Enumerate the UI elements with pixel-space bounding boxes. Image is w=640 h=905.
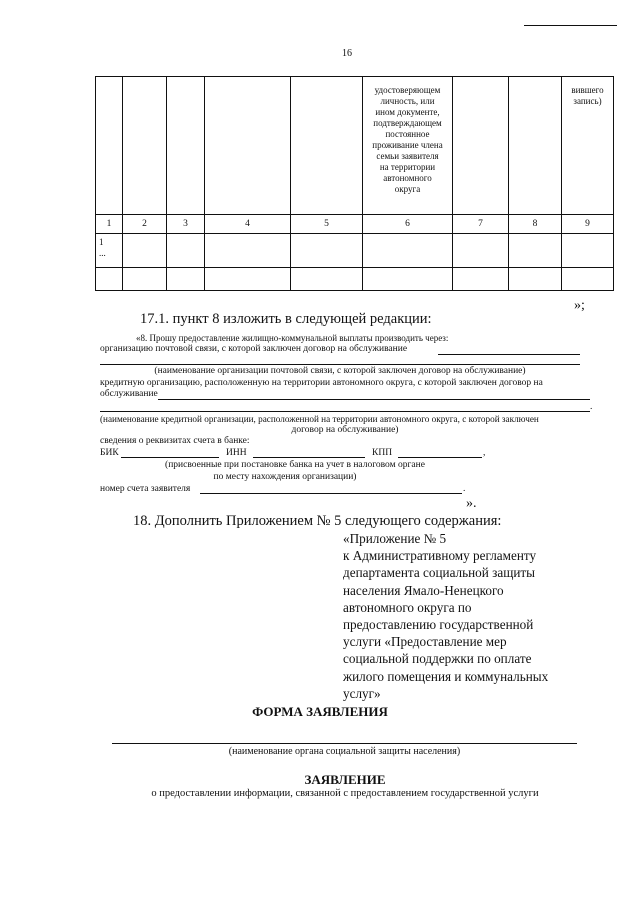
page-number: 16 <box>342 48 352 59</box>
appendix-line: населения Ямало-Ненецкого <box>343 582 504 598</box>
closing-quote-1: »; <box>574 298 585 313</box>
table-cell <box>562 268 614 291</box>
inn-label: ИНН <box>226 448 247 458</box>
statement-title: ЗАЯВЛЕНИЕ <box>304 772 386 787</box>
table-cell <box>363 234 453 268</box>
header-line: личность, или <box>380 96 435 106</box>
post-organization-label: организацию почтовой связи, с которой заключен договор на обслуживание <box>100 344 408 354</box>
form-title: ФОРМА ЗАЯВЛЕНИЯ <box>252 704 388 719</box>
table-cell <box>123 234 167 268</box>
inn-line <box>253 457 365 458</box>
table-cell-row-number <box>96 234 123 268</box>
appendix-line: услуги «Предоставление мер <box>343 634 507 650</box>
table-header-row <box>96 77 614 215</box>
table-cell <box>291 268 363 291</box>
header-line: подтверждающем <box>373 118 442 128</box>
account-line <box>200 493 462 494</box>
top-rule <box>524 25 617 26</box>
table-cell <box>205 234 291 268</box>
section-18-heading: 18. Дополнить Приложением № 5 следующего содержания: <box>133 513 502 529</box>
table-cell <box>509 234 562 268</box>
bank-info-label: сведения о реквизитах счета в банке: <box>100 436 250 446</box>
header-line: запись) <box>573 96 602 106</box>
column-number: 3 <box>167 215 205 234</box>
column-number: 4 <box>205 215 291 234</box>
table-cell <box>363 268 453 291</box>
table-cell <box>509 268 562 291</box>
appendix-block <box>343 530 548 702</box>
header-line: проживание члена <box>372 140 443 150</box>
assigned-caption-2: по месту нахождения организации) <box>213 472 357 482</box>
table-cell <box>291 77 363 215</box>
account-label: номер счета заявителя <box>100 484 191 494</box>
table-cell <box>123 77 167 215</box>
appendix-line: услуг» <box>343 685 381 701</box>
table-cell <box>453 234 509 268</box>
appendix-line: жилого помещения и коммунальных <box>343 668 549 684</box>
appendix-line: к Административному регламенту <box>343 548 537 564</box>
closing-quote-2: ». <box>466 496 477 511</box>
service-label: обслуживание <box>100 389 158 399</box>
kpp-label: КПП <box>372 448 393 458</box>
table-cell <box>96 77 123 215</box>
credit-organization-line-2 <box>100 411 590 412</box>
header-line: вившего <box>571 85 604 95</box>
column-number: 2 <box>123 215 167 234</box>
appendix-line: «Приложение № 5 <box>343 531 447 546</box>
header-line: автономного <box>383 173 432 183</box>
table-cell <box>205 77 291 215</box>
table-cell-col6-header <box>363 77 453 215</box>
table-cell <box>453 268 509 291</box>
header-line: семьи заявителя <box>376 151 439 161</box>
bik-line <box>121 457 219 458</box>
account-dot: . <box>463 484 466 494</box>
column-number: 9 <box>562 215 614 234</box>
table-cell <box>453 77 509 215</box>
header-line: удостоверяющем <box>374 85 441 95</box>
table-cell <box>167 234 205 268</box>
bik-label: БИК <box>100 448 119 458</box>
header-line: постоянное <box>385 129 430 139</box>
paragraph-8: «8. Прошу предоставление жилищно-коммунальной выплаты производить через: <box>136 333 449 343</box>
table-cell <box>509 77 562 215</box>
column-number: 7 <box>453 215 509 234</box>
row-number: 1 <box>99 237 104 247</box>
appendix-line: автономного округа по <box>343 599 472 615</box>
members-table <box>95 76 614 291</box>
table-row <box>96 234 614 268</box>
appendix-line: социальной поддержки по оплате <box>343 651 532 667</box>
table-cell <box>96 268 123 291</box>
header-line: на территории <box>379 162 436 172</box>
statement-subtitle: о предоставлении информации, связанной с предоставлением государственной услуги <box>151 788 539 799</box>
dot: . <box>590 402 593 412</box>
post-organization-line-2 <box>100 364 580 365</box>
table-cell <box>167 268 205 291</box>
kpp-comma: , <box>483 448 486 458</box>
organ-line <box>112 743 577 744</box>
row-ellipsis: ... <box>99 248 106 258</box>
credit-organization-label: кредитную организацию, расположенную на территории автономного округа, с которой заключен договор на <box>100 378 543 388</box>
post-organization-caption: (наименование организации почтовой связи, с которой заключен договор на обслуживание) <box>154 366 526 376</box>
table-cell <box>167 77 205 215</box>
credit-caption-1: (наименование кредитной организации, расположенной на территории автономного округа, с которой заключен <box>100 414 539 424</box>
kpp-line <box>398 457 482 458</box>
appendix-line: департамента социальной защиты <box>343 565 536 581</box>
post-organization-line <box>438 354 580 355</box>
header-line: округа <box>394 184 421 194</box>
header-line: ином документе, <box>375 107 440 117</box>
table-cell <box>291 234 363 268</box>
table-number-row <box>96 215 614 234</box>
column-number: 5 <box>291 215 363 234</box>
table-cell <box>205 268 291 291</box>
table-cell-col9-header <box>562 77 614 215</box>
assigned-caption-1: (присвоенные при постановке банка на учет в налоговом органе <box>165 460 425 470</box>
credit-organization-line <box>158 399 590 400</box>
table-row <box>96 268 614 291</box>
column-number: 6 <box>363 215 453 234</box>
credit-caption-2: договор на обслуживание) <box>291 425 399 435</box>
table-cell <box>123 268 167 291</box>
section-17-heading: 17.1. пункт 8 изложить в следующей редакции: <box>140 311 432 327</box>
appendix-line: предоставлению государственной <box>343 617 534 633</box>
column-number: 8 <box>509 215 562 234</box>
column-number: 1 <box>96 215 123 234</box>
organ-caption: (наименование органа социальной защиты населения) <box>228 746 461 757</box>
table-cell <box>562 234 614 268</box>
